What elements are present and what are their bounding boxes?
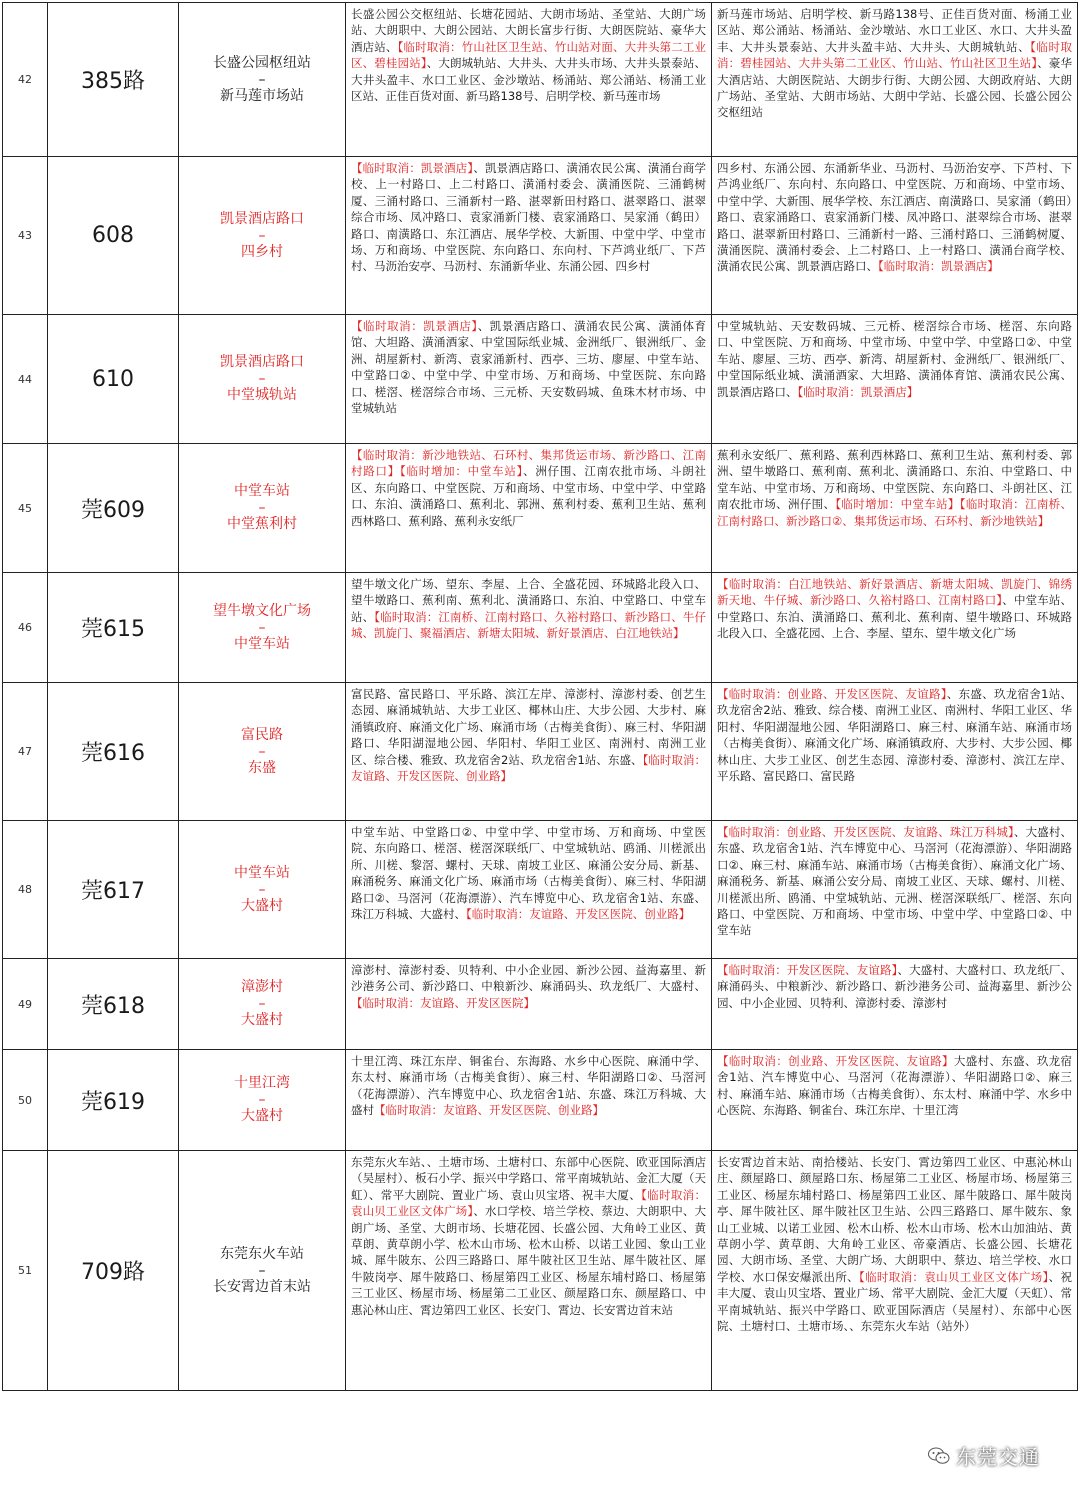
temporary-notice: 【临时取消：凯景酒店】	[878, 259, 999, 274]
terminal-separator: –	[258, 1262, 266, 1279]
stops-outbound: 【临时取消：凯景酒店】、凯景酒店路口、潢涌农民公寓、潢涌体育馆、大坦路、潢涌酒家、中堂国际纸业城、金洲纸厂、银洲纸厂、金洲、胡屋新村、新湾、袁家涌新村、西亭、三坊、廖屋、中堂车站、中堂路口②、中堂中学、中堂市场、万和商场、中堂医院、东向路口、槎滘、槎滘综合市场、三元桥、天安数码城、鱼珠木材市场、中堂城轨站	[346, 315, 712, 444]
terminal-from: 东莞东火车站	[220, 1245, 304, 1262]
temporary-notice: 【临时取消：碧桂园站、大井头第二工业区、竹山站、竹山社区卫生站】	[717, 39, 1073, 71]
stops-return: 中堂城轨站、天安数码城、三元桥、槎滘综合市场、槎滘、东向路口、中堂医院、万和商场、中堂市场、中堂中学、中堂路口②、中堂车站、廖屋、三坊、西亭、新湾、胡屋新村、金洲纸厂、银洲纸厂、中堂国际纸业城、潢涌酒家、大坦路、潢涌体育馆、潢涌农民公寓、凯景酒店路口、【临时取消：凯景酒店】	[712, 315, 1078, 444]
temporary-notice: 【临时取消：友谊路、开发区医院、创业路】	[351, 752, 706, 784]
route-number: 莞618	[48, 959, 179, 1050]
temporary-notice: 【临时取消：开发区医院、友谊路】	[717, 963, 898, 977]
row-index: 44	[3, 315, 48, 444]
temporary-notice: 【临时取消：白江地铁站、新好景酒店、新塘太阳城、凯旋门、锦绣新天地、牛仔城、新沙路口、久裕村路口、江南村路口】	[717, 577, 1072, 608]
terminal-from: 中堂车站	[234, 483, 290, 499]
temporary-notice: 【临时取消：江南桥、江南村路口、新沙路口②、集邦货运市场、石环村、新沙地铁站】	[717, 497, 1073, 528]
route-terminals	[179, 157, 346, 315]
row-index: 45	[3, 444, 48, 573]
row-index: 48	[3, 821, 48, 959]
route-table	[2, 2, 1078, 1391]
route-row	[3, 959, 1078, 1050]
terminal-separator: –	[258, 881, 266, 898]
terminal-to: 中堂城轨站	[227, 387, 297, 403]
route-row	[3, 3, 1078, 157]
terminal-from: 富民路	[241, 726, 283, 743]
terminal-to: 东盛	[248, 759, 276, 776]
temporary-notice: 【临时取消：竹山社区卫生站、竹山站对面、大井头第二工业区、碧桂园站】	[351, 39, 707, 71]
stops-return: 新马莲市场站、启明学校、新马路138号、正佳百货对面、杨涌工业区站、郑公涌站、杨涌站、金沙墩站、水口工业区、水口、大井头盈丰、大井头景泰站、大井头盈丰站、大井头、大朗城轨站、【临时取消：碧桂园站、大井头第二工业区、竹山站、竹山社区卫生站】、豪华大酒店站、大朗医院站、大朗步行街、大朗公园、大朗政府站、大朗广场站、圣堂站、大朗市场站、大朗中学站、长盛公园、长盛公园公交枢纽站	[712, 3, 1078, 157]
row-index: 42	[3, 3, 48, 157]
temporary-notice: 【临时取消：凯景酒店】	[351, 319, 478, 333]
temporary-notice: 【临时取消：友谊路、开发区医院、创业路】	[466, 907, 691, 922]
temporary-notice: 【临时取消：江南桥、江南村路口、久裕村路口、新沙路口、牛仔城、凯旋门、聚福酒店、新塘太阳城、新好景酒店、白江地铁站】	[351, 609, 707, 641]
row-index: 47	[3, 683, 48, 821]
row-index: 46	[3, 573, 48, 683]
terminal-to: 中堂蕉利村	[227, 516, 297, 532]
terminal-to: 中堂车站	[234, 635, 290, 652]
temporary-notice: 【临时取消：凯景酒店】	[797, 384, 919, 399]
stops-outbound: 十里江湾、珠江东岸、铜雀台、东海路、水乡中心医院、麻涌中学、东太村、麻涌市场（古梅美食街）、麻三村、华阳湖路口②、马滘河（花海漂游）、汽车博览中心、玖龙宿舍1站、东盛、珠江万科城、大盛村【临时取消：友谊路、开发区医院、创业路】	[346, 1050, 712, 1151]
stops-return: 四乡村、东涌公园、东涌新华业、马沥村、马沥治安亭、下芦村、下芦鸿业纸厂、东向村、东向路口、中堂医院、万和商场、中堂市场、中堂中学、大新围、展华学校、东江酒店、南潢路口、吴家涌（鹤田）路口、袁家涌路口、袁家涌新门楼、凤冲路口、湛翠综合市场、湛翠路口、湛翠新田村路口、三涌新村一路、三涌村路口、三涌鹤树厦、潢涌医院、潢涌村委会、上二村路口、上一村路口、潢涌台商学校、潢涌农民公寓、凯景酒店路口、【临时取消：凯景酒店】	[712, 157, 1078, 315]
route-number: 莞616	[48, 683, 179, 821]
terminal-from: 凯景酒店路口	[220, 210, 304, 227]
route-number: 709路	[48, 1151, 179, 1391]
route-number: 608	[48, 157, 179, 315]
temporary-notice: 【临时取消：友谊路、开发区医院】	[351, 995, 535, 1010]
route-terminals	[179, 3, 346, 157]
route-number: 610	[48, 315, 179, 444]
row-index: 43	[3, 157, 48, 315]
temporary-notice: 【临时取消：创业路、开发区医院、友谊路】	[717, 687, 947, 701]
route-terminals	[179, 444, 346, 573]
watermark-text: 东莞交通	[956, 1445, 1040, 1469]
route-number: 莞617	[48, 821, 179, 959]
terminal-to: 大盛村	[241, 1012, 283, 1028]
route-number: 385路	[48, 3, 179, 157]
route-terminals	[179, 315, 346, 444]
terminal-separator: –	[258, 500, 266, 516]
route-terminals	[179, 821, 346, 959]
terminal-to: 四乡村	[241, 243, 283, 260]
terminal-from: 望牛墩文化广场	[213, 602, 311, 619]
route-row	[3, 444, 1078, 573]
terminal-separator: –	[258, 71, 266, 88]
terminal-separator: –	[258, 1092, 266, 1108]
route-row	[3, 821, 1078, 959]
route-row	[3, 1050, 1078, 1151]
temporary-notice: 【临时取消：创业路、开发区医院、友谊路】	[717, 1054, 954, 1068]
stops-return: 长安霄边首末站、南拾楼站、长安门、霄边第四工业区、中惠沁林山庄、颜屋路口、颜屋路口东、杨屋第二工业区、杨屋市场、杨屋第三工业区、杨屋东埔村路口、杨屋第四工业区、犀牛陂路口、犀牛陂岗亭、犀牛陂社区、犀牛陂社区卫生站、公四三路路口、犀牛陂东、象山工业城、以诺工业园、松木山桥、松木山市场、松木山加油站、黄草朗小学、黄草朗、大角岭工业区、帝豪酒店、长盛公园、长塘花园、大朗市场、圣堂、大朗广场、大朗职中、蔡边、培兰学校、水口学校、水口保安爆派出所、【临时取消：袁山贝工业区文体广场】、祝丰大厦、袁山贝宝塔、置业广场、常平大剧院、金汇大厦（天虹）、常平南城轨站、振兴中学路口、欧亚国际酒店（吴屋村）、东部中心医院、土塘村口、土塘市场、、东莞东火车站（站外）	[712, 1151, 1078, 1391]
stops-return: 【临时取消：创业路、开发区医院、友谊路】大盛村、东盛、玖龙宿舍1站、汽车博览中心、马滘河（花海漂游）、华阳湖路口②、麻三村、麻涌车站、麻涌市场（古梅美食街）、东太村、麻涌中学、水乡中心医院、东海路、铜雀台、珠江东岸、十里江湾	[712, 1050, 1078, 1151]
stops-return: 【临时取消：白江地铁站、新好景酒店、新塘太阳城、凯旋门、锦绣新天地、牛仔城、新沙路口、久裕村路口、江南村路口】、中堂车站、中堂路口、东泊、潢涌路口、蕉利北、蕉利南、望牛墩路口、环城路北段入口、全盛花园、上合、李屋、望东、望牛墩文化广场	[712, 573, 1078, 683]
route-terminals	[179, 1151, 346, 1391]
route-terminals	[179, 1050, 346, 1151]
stops-outbound: 长盛公园公交枢纽站、长塘花园站、大朗市场站、圣堂站、大朗广场站、大朗职中、大朗公园站、大朗长富步行街、大朗医院站、豪华大酒店站、【临时取消：竹山社区卫生站、竹山站对面、大井头第二工业区、碧桂园站】、大朗城轨站、大井头、大井头市场、大井头景泰站、大井头盈丰、水口工业区、金沙墩站、杨涌站、郑公涌站、杨涌工业区站、正佳百货对面、新马路138号、启明学校、新马莲市场	[346, 3, 712, 157]
route-row	[3, 683, 1078, 821]
stops-outbound: 【临时取消：凯景酒店】、凯景酒店路口、潢涌农民公寓、潢涌台商学校、上一村路口、上二村路口、潢涌村委会、潢涌医院、三涌鹤树厦、三涌村路口、三涌新村一路、湛翠新田村路口、湛翠路口、湛翠综合市场、凤冲路口、袁家涌新门楼、袁家涌路口、吴家涌（鹤田）路口、南潢路口、东江酒店、展华学校、大新围、中堂中学、中堂市场、万和商场、中堂医院、东向路口、东向村、下芦鸿业纸厂、下芦村、马沥治安亭、马沥村、东涌新华业、东涌公园、四乡村	[346, 157, 712, 315]
route-number: 莞609	[48, 444, 179, 573]
terminal-from: 漳澎村	[241, 979, 283, 995]
row-index: 50	[3, 1050, 48, 1151]
stops-outbound: 东莞东火车站、、土塘市场、土塘村口、东部中心医院、欧亚国际酒店（吴屋村）、板石小学、振兴中学路口、常平南城轨站、金汇大厦（天虹）、常平大剧院、置业广场、袁山贝宝塔、祝丰大厦、【临时取消：袁山贝工业区文体广场】、水口学校、培兰学校、蔡边、大朗职中、大朗广场、圣堂、大朗市场、长塘花园、长盛公园、大角岭工业区、黄草朗、黄草朗小学、松木山市场、松木山桥、以诺工业园、象山工业城、犀牛陂东、公四三路路口、犀牛陂社区卫生站、犀牛陂社区、犀牛陂岗亭、犀牛陂路口、杨屋第四工业区、杨屋东埔村路口、杨屋第三工业区、杨屋市场、杨屋第二工业区、颜屋路口东、颜屋路口、中惠沁林山庄、霄边第四工业区、长安门、霄边、长安霄边首末站	[346, 1151, 712, 1391]
stops-outbound: 中堂车站、中堂路口②、中堂中学、中堂市场、万和商场、中堂医院、东向路口、槎滘、槎滘深联纸厂、中堂城轨站、鸥涌、川槎派出所、川槎、黎滘、螺村、天球、南坡工业区、麻涌公安分局、新基、麻涌税务、麻涌文化广场、麻涌市场（古梅美食街）、麻三村、华阳湖路口②、马滘河（花海漂游）、汽车博览中心、玖龙宿舍1站、东盛、珠江万科城、大盛村、【临时取消：友谊路、开发区医院、创业路】	[346, 821, 712, 959]
stops-outbound: 漳澎村、漳澎村委、贝特利、中小企业园、新沙公园、益海嘉里、新沙港务公司、新沙路口、中粮新沙、麻涌码头、玖龙纸厂、大盛村、【临时取消：友谊路、开发区医院】	[346, 959, 712, 1050]
terminal-to: 大盛村	[241, 897, 283, 914]
route-row	[3, 157, 1078, 315]
terminal-separator: –	[258, 371, 266, 387]
stops-return: 【临时取消：创业路、开发区医院、友谊路】、东盛、玖龙宿舍1站、玖龙宿舍2站、雅致、综合楼、南洲工业区、南洲村、华阳工业区、华阳村、华阳湖湿地公园、华阳湖路口、麻三村、麻涌车站、麻涌市场（古梅美食街）、麻涌文化广场、麻涌镇政府、大步村、大步公园、椰林山庄、大步工业区、创艺生态园、漳澎村委、漳澎村、滨江左岸、平乐路、富民路口、富民路	[712, 683, 1078, 821]
terminal-to: 新马莲市场站	[220, 87, 304, 104]
terminal-separator: –	[258, 743, 266, 760]
stops-outbound: 富民路、富民路口、平乐路、滨江左岸、漳澎村、漳澎村委、创艺生态园、麻涌城轨站、大步工业区、椰林山庄、大步公园、大步村、麻涌镇政府、麻涌文化广场、麻涌市场（古梅美食街）、麻三村、华阳湖路口、华阳湖湿地公园、华阳村、华阳工业区、南洲村、南洲工业区、综合楼、雅致、玖龙宿舍2站、玖龙宿舍1站、东盛、【临时取消：友谊路、开发区医院、创业路】	[346, 683, 712, 821]
route-terminals	[179, 683, 346, 821]
route-row	[3, 1151, 1078, 1391]
terminal-from: 凯景酒店路口	[220, 354, 304, 370]
temporary-notice: 【临时增加：中堂车站】	[835, 497, 960, 512]
temporary-notice: 【临时取消：凯景酒店】	[351, 161, 474, 175]
terminal-separator: –	[258, 227, 266, 244]
stops-outbound: 望牛墩文化广场、望东、李屋、上合、全盛花园、环城路北段入口、望牛墩路口、蕉利南、蕉利北、潢涌路口、东泊、中堂路口、中堂车站、【临时取消：江南桥、江南村路口、久裕村路口、新沙路口、牛仔城、凯旋门、聚福酒店、新塘太阳城、新好景酒店、白江地铁站】	[346, 573, 712, 683]
terminal-separator: –	[258, 996, 266, 1012]
terminal-from: 中堂车站	[234, 864, 290, 881]
route-row	[3, 573, 1078, 683]
terminal-to: 长安霄边首末站	[213, 1278, 311, 1295]
temporary-notice: 【临时取消：袁山贝工业区文体广场】	[859, 1269, 1049, 1284]
route-row	[3, 315, 1078, 444]
route-number: 莞615	[48, 573, 179, 683]
terminal-to: 大盛村	[241, 1108, 283, 1124]
temporary-notice: 【临时增加：中堂车站】	[399, 464, 524, 479]
route-terminals	[179, 573, 346, 683]
row-index: 49	[3, 959, 48, 1050]
terminal-separator: –	[258, 619, 266, 636]
route-terminals	[179, 959, 346, 1050]
temporary-notice: 【临时取消：袁山贝工业区文体广场】	[351, 1187, 707, 1219]
row-index: 51	[3, 1151, 48, 1391]
temporary-notice: 【临时取消：创业路、开发区医院、友谊路、珠江万科城】	[717, 825, 1014, 839]
terminal-from: 长盛公园枢纽站	[213, 54, 311, 71]
stops-outbound: 【临时取消：新沙地铁站、石环村、集邦货运市场、新沙路口、江南村路口】【临时增加：中堂车站】、洲仔围、江南农批市场、斗朗社区、东向路口、中堂医院、万和商场、中堂市场、中堂中学、中堂路口、东泊、潢涌路口、蕉利北、郭洲、蕉利村委、蕉利卫生站、蕉利西林路口、蕉利路、蕉利永安纸厂	[346, 444, 712, 573]
stops-return: 蕉利永安纸厂、蕉利路、蕉利西林路口、蕉利卫生站、蕉利村委、郭洲、望牛墩路口、蕉利南、蕉利北、潢涌路口、东泊、中堂路口、中堂车站、中堂市场、万和商场、中堂医院、东向路口、斗朗社区、江南农批市场、洲仔围、【临时增加：中堂车站】【临时取消：江南桥、江南村路口、新沙路口②、集邦货运市场、石环村、新沙地铁站】	[712, 444, 1078, 573]
stops-return: 【临时取消：创业路、开发区医院、友谊路、珠江万科城】、大盛村、东盛、玖龙宿舍1站、汽车博览中心、马滘河（花海漂游）、华阳湖路口②、麻三村、麻涌车站、麻涌市场（古梅美食街）、麻涌文化广场、麻涌税务、新基、麻涌公安分局、南坡工业区、天球、螺村、川槎、川槎派出所、鸥涌、中堂城轨站、元洲、槎滘深联纸厂、槎滘、东向路口、中堂医院、万和商场、中堂市场、中堂中学、中堂路口②、中堂车站	[712, 821, 1078, 959]
watermark	[928, 1441, 1040, 1470]
temporary-notice: 【临时取消：新沙地铁站、石环村、集邦货运市场、新沙路口、江南村路口】	[351, 448, 706, 479]
route-number: 莞619	[48, 1050, 179, 1151]
terminal-from: 十里江湾	[234, 1075, 290, 1091]
wechat-icon	[928, 1447, 950, 1465]
temporary-notice: 【临时取消：友谊路、开发区医院、创业路】	[374, 1103, 604, 1118]
stops-return: 【临时取消：开发区医院、友谊路】、大盛村、大盛村口、玖龙纸厂、麻涌码头、中粮新沙、新沙路口、新沙港务公司、益海嘉里、新沙公园、中小企业园、贝特利、漳澎村委、漳澎村	[712, 959, 1078, 1050]
